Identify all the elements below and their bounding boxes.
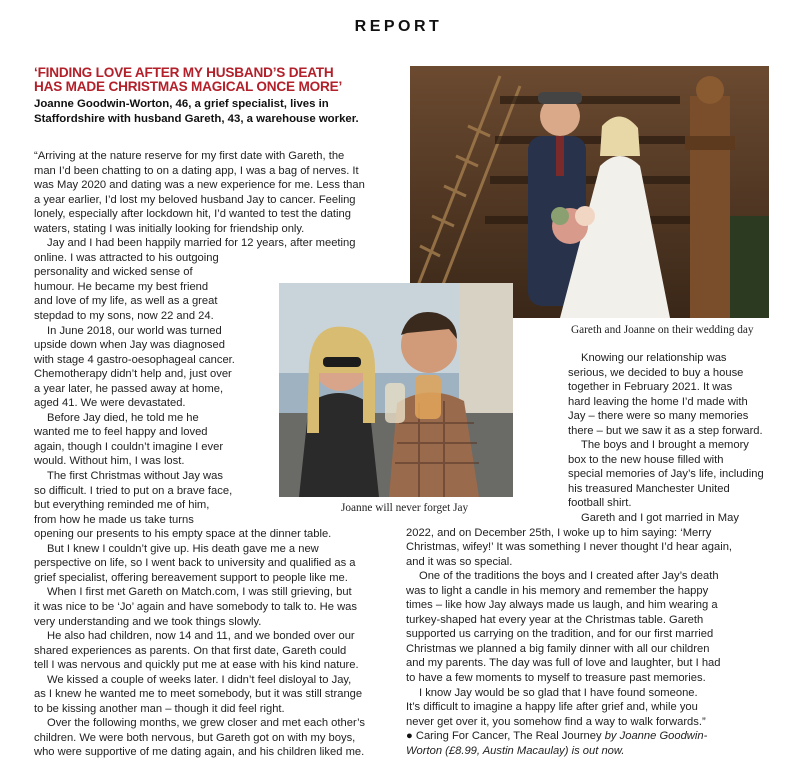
body-line: shared experiences as parents. On that first date, Gareth could (34, 644, 347, 657)
body-line: again, though I couldn’t imagine I ever (34, 440, 224, 453)
body-line: was to light a candle in his memory and remember the happy (406, 584, 709, 597)
body-line: Jay – there were so many memories (568, 410, 749, 423)
body-line: as I knew he wanted me to meet somebody, but it was still strange (34, 688, 363, 701)
body-line: to be kissing another man – though it did feel right. (34, 702, 285, 715)
body-line: When I first met Gareth on Match.com, I was still grieving, but (47, 586, 352, 599)
body-line: with stage 4 gastro-oesophageal cancer. (34, 353, 235, 366)
body-line: I know Jay would be so glad that I have found someone. (419, 686, 698, 699)
body-line: One of the traditions the boys and I created after Jay’s death (419, 570, 719, 583)
body-line: personality and wicked sense of (34, 266, 193, 279)
body-line: box to the new house filled with (568, 453, 724, 466)
body-line: from how he made us take turns (34, 513, 194, 526)
body-line: would. Without him, I was lost. (34, 455, 185, 468)
body-line: The first Christmas without Jay was (47, 470, 223, 483)
body-line: a year later, he passed away at home, (34, 382, 224, 395)
book-credit (406, 729, 786, 744)
body-line: tell I was nervous and quickly put me at ease with his kind nature. (34, 659, 359, 672)
body-line: supported us carrying on the tradition, and for our first married (406, 628, 714, 641)
body-line: The boys and I brought a memory (581, 439, 749, 452)
body-line: grief specialist, offering bereavement support to people like me. (34, 571, 348, 584)
body-line: man I’d been chatting to on a dating app, I was a bag of nerves. It (34, 164, 359, 177)
body-line: football shirt. (568, 497, 632, 510)
headline-line-2: HAS MADE CHRISTMAS MAGICAL ONCE MORE’ (34, 79, 343, 94)
headline-line-1: ‘FINDING LOVE AFTER MY HUSBAND’S DEATH (34, 65, 334, 80)
body-line: aged 41. We were devastated. (34, 397, 186, 410)
wedding-photo (410, 66, 769, 318)
body-line: was May 2020 and dating was a new experience for me. Less than (34, 179, 365, 192)
body-line: He also had children, now 14 and 11, and we bonded over our (47, 630, 355, 643)
section-label: REPORT (354, 18, 443, 35)
body-line: Christmas we planned a big family dinner with all our children (406, 642, 710, 655)
left-column (34, 149, 424, 760)
body-line: his treasured Manchester United (568, 482, 730, 495)
body-line: opening our presents to his empty space at the dinner table. (34, 528, 332, 541)
right-column (406, 351, 786, 758)
book-credit-line-1: by Joanne Goodwin- (601, 730, 708, 743)
body-line: upside down when Jay was diagnosed (34, 339, 225, 352)
bullet-icon: ● (406, 730, 413, 743)
body-line: wanted me to feel happy and loved (34, 426, 208, 439)
body-line: It’s difficult to imagine a happy life after grief and, while you (406, 701, 698, 714)
body-line: and love of my life, as well as a great (34, 295, 218, 308)
body-line: Before Jay died, he told me he (47, 411, 199, 424)
body-line: special memories of Jay’s life, including (568, 468, 764, 481)
standfirst-line-1: Joanne Goodwin-Worton, 46, a grief specialist, lives in (34, 98, 329, 110)
body-line: Over the following months, we grew closer and met each other’s (47, 717, 365, 730)
headline (34, 66, 414, 94)
body-line: children. We were both nervous, but Gareth got on with my boys, (34, 731, 356, 744)
body-line: times – like how Jay always made us laugh, and him wearing a (406, 599, 718, 612)
body-line: waters, stating I was initially looking for friendship only. (34, 222, 305, 235)
standfirst (34, 97, 414, 126)
body-line: Christmas, wifey!’ It was something I never thought I’d hear again, (406, 541, 733, 554)
body-line: But I knew I couldn’t give up. His death gave me a new (47, 542, 319, 555)
book-title: Caring For Cancer, The Real Journey (415, 730, 602, 743)
body-line: turkey-shaped hat every year at the Christmas table. Gareth (406, 613, 704, 626)
body-line: never get over it, you somehow find a way to walk forwards.” (406, 715, 706, 728)
body-line: lonely, especially after lockdown hit, I’d wanted to test the dating (34, 208, 351, 221)
body-line: together in February 2021. It was (568, 381, 733, 394)
book-credit-line-2: Worton (£8.99, Austin Macaulay) is out now. (406, 744, 625, 757)
body-line: very understanding and we took things slowly. (34, 615, 262, 628)
body-line: perspective on life, so I went back to university and qualified as a (34, 557, 356, 570)
body-line: stepdad to my sons, now 22 and 24. (34, 310, 214, 323)
standfirst-line-2: Staffordshire with husband Gareth, 43, a warehouse worker. (34, 112, 359, 125)
body-line: “Arriving at the nature reserve for my first date with Gareth, the (34, 150, 345, 162)
wedding-photo-caption: Gareth and Joanne on their wedding day (571, 324, 754, 336)
body-line: Jay and I had been happily married for 12 years, after meeting (47, 237, 356, 250)
body-line: so difficult. I tried to put on a brave face, (34, 484, 233, 497)
body-line: to have a few moments to myself to treasure past memories. (406, 672, 706, 685)
body-line: serious, we decided to buy a house (568, 366, 744, 379)
body-line: hard leaving the home I’d made with (568, 395, 748, 408)
body-line: it was nice to be ‘Jo’ again and have somebody to talk to. He was (34, 600, 357, 613)
body-line: We kissed a couple of weeks later. I didn’t feel disloyal to Jay, (47, 673, 352, 686)
body-line: and it was so special. (406, 555, 513, 568)
body-line: there – but we saw it as a step forward. (568, 424, 763, 437)
body-line: online. I was attracted to his outgoing (34, 251, 219, 264)
body-line: 2022, and on December 25th, I woke up to him saying: ‘Merry (406, 526, 712, 539)
pub-photo-caption: Joanne will never forget Jay (341, 502, 469, 514)
body-line: humour. He became my best friend (34, 280, 209, 293)
body-line: In June 2018, our world was turned (47, 324, 222, 337)
wedding-photo-image (410, 66, 769, 318)
body-line: Knowing our relationship was (581, 352, 727, 364)
body-line: Chemotherapy didn’t help and, just over (34, 368, 232, 381)
body-line: Gareth and I got married in May (581, 512, 739, 525)
body-line: a year earlier, I’d lost my beloved husband Jay to cancer. Feeling (34, 193, 356, 206)
body-line: but everything reminded me of him, (34, 499, 210, 512)
body-line: and my parents. The day was full of love and laughter, but I had (406, 657, 721, 670)
body-line: who were supportive of me dating again, and his children liked me. (34, 746, 365, 759)
